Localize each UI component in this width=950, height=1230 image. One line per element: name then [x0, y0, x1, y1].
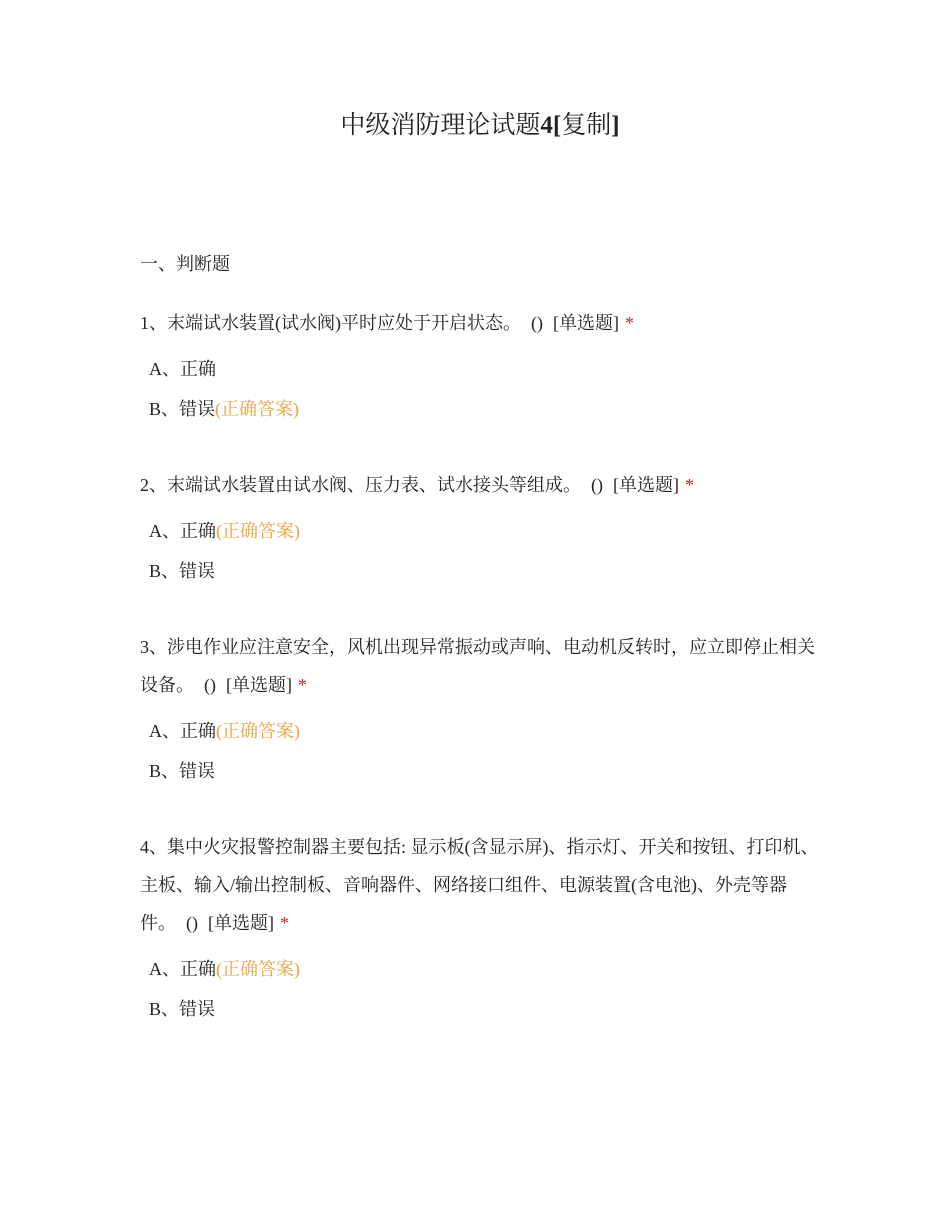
option-q3-a — [149, 718, 300, 744]
question-1 — [140, 304, 820, 342]
option-q4-b — [149, 996, 215, 1022]
question-text: 2、末端试水装置由试水阀、压力表、试水接头等组成。 — [140, 475, 581, 495]
option-label: B、错误 — [149, 999, 216, 1019]
option-label: A、正确 — [149, 359, 216, 379]
question-3 — [140, 628, 820, 704]
title-main: 中级消防理论试题 — [340, 112, 541, 139]
question-type-label: [单选题] — [613, 475, 679, 495]
question-text: 1、末端试水装置(试水阀)平时应处于开启状态。 — [140, 313, 521, 333]
title-number: 4 — [540, 112, 553, 139]
option-label: B、错误 — [149, 561, 216, 581]
option-label: A、正确 — [149, 521, 216, 541]
option-q2-b — [149, 558, 215, 584]
title-bracket-close: ] — [611, 112, 620, 139]
question-text: 3、涉电作业应注意安全，风机出现异常振动或声响、电动机反转时，应立即停止相关设备。 — [140, 637, 815, 695]
option-q2-a — [149, 518, 300, 544]
answer-blank: () — [531, 313, 543, 333]
option-label: A、正确 — [149, 959, 216, 979]
option-label: B、错误 — [149, 761, 216, 781]
correct-answer-tag: (正确答案) — [216, 721, 300, 741]
option-q4-a — [149, 956, 300, 982]
question-type-label: [单选题] — [553, 313, 619, 333]
correct-answer-tag: (正确答案) — [216, 959, 300, 979]
option-q1-b — [149, 396, 299, 422]
question-text: 4、集中火灾报警控制器主要包括: 显示板(含显示屏)、指示灯、开关和按钮、打印机、主板、输入/输出控制板、音响器件、网络接口组件、电源装置(含电池)、外壳等器件。 — [140, 837, 819, 933]
correct-answer-tag: (正确答案) — [215, 399, 300, 419]
option-label: A、正确 — [149, 721, 216, 741]
answer-blank: () — [591, 475, 603, 495]
option-q3-b — [149, 758, 215, 784]
question-2 — [140, 466, 820, 504]
required-marker: * — [280, 913, 289, 933]
option-q1-a — [149, 356, 216, 382]
title-suffix: 复制 — [561, 112, 612, 139]
required-marker: * — [298, 675, 307, 695]
section-header: 一、判断题 — [140, 254, 230, 274]
required-marker: * — [685, 475, 694, 495]
required-marker: * — [625, 313, 634, 333]
answer-blank: () — [204, 675, 216, 695]
question-type-label: [单选题] — [226, 675, 292, 695]
question-4 — [140, 828, 820, 942]
page-title — [0, 108, 950, 144]
answer-blank: () — [186, 913, 198, 933]
option-label: B、错误 — [149, 399, 216, 419]
question-type-label: [单选题] — [208, 913, 274, 933]
title-bracket-open: [ — [552, 112, 562, 139]
correct-answer-tag: (正确答案) — [216, 521, 300, 541]
